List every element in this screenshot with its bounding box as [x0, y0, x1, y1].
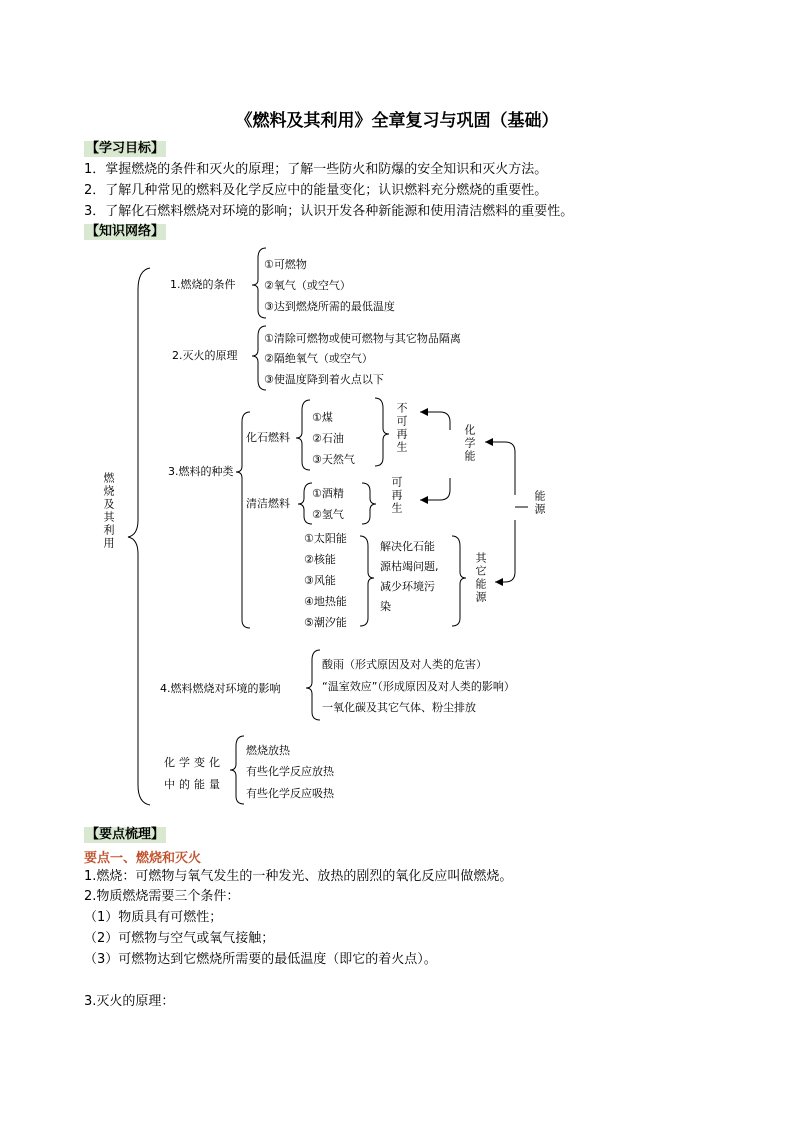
ext-label: 2.灭火的原理 — [172, 349, 238, 362]
goal-2: 2．了解几种常见的燃料及化学反应中的能量变化；认识燃料充分燃烧的重要性。 — [84, 183, 548, 198]
fossil-item: ②石油 — [312, 432, 344, 445]
chg-item: 有些化学反应放热 — [246, 765, 334, 778]
energy-label: 能源 — [533, 490, 546, 516]
chg-label-1: 化学变化 — [164, 756, 224, 769]
cond-label: 1.燃烧的条件 — [170, 278, 236, 291]
new-energy-note: 源枯竭问题, — [380, 560, 439, 573]
renewable-label: 可再生 — [390, 476, 403, 515]
point1-line: 2.物质燃烧需要三个条件： — [84, 889, 240, 904]
new-energy-note: 解决化石能 — [380, 540, 435, 553]
point1-last: 3.灭火的原理： — [84, 994, 175, 1009]
fossil-item: ①煤 — [312, 411, 333, 424]
cond-item: ②氧气（或空气） — [264, 279, 351, 292]
goals-heading: 【学习目标】 — [86, 141, 165, 156]
other-energy-label: 其它能源 — [474, 552, 487, 604]
point1-line: 1.燃烧：可燃物与氧气发生的一种发光、放热的剧烈的氧化反应叫做燃烧。 — [84, 869, 513, 884]
ext-item: ②隔绝氧气（或空气） — [264, 352, 373, 365]
clean-item: ②氢气 — [312, 508, 344, 521]
network-heading: 【知识网络】 — [86, 224, 165, 239]
fuel-label: 3.燃料的种类 — [168, 465, 234, 478]
new-energy-item: ①太阳能 — [304, 532, 347, 545]
chg-label-2: 中的能量 — [164, 778, 224, 791]
clean-label: 清洁燃料 — [246, 497, 290, 510]
new-energy-item: ⑤潮汐能 — [304, 616, 347, 629]
chg-item: 燃烧放热 — [246, 744, 290, 757]
cond-item: ①可燃物 — [264, 258, 307, 271]
new-energy-note: 减少环境污 — [380, 580, 435, 593]
chemical-energy-label: 化学能 — [463, 424, 476, 463]
ext-item: ①清除可燃物或使可燃物与其它物品隔离 — [264, 332, 461, 345]
env-item: 酸雨（形式原因及对人类的危害） — [322, 658, 487, 671]
fossil-item: ③天然气 — [312, 453, 355, 466]
fossil-label: 化石燃料 — [246, 431, 290, 444]
point1-line: （3）可燃物达到它燃烧所需要的最低温度（即它的着火点）。 — [84, 952, 437, 967]
env-item: 一氧化碳及其它气体、粉尘排放 — [322, 701, 476, 714]
new-energy-note: 染 — [380, 600, 391, 613]
new-energy-item: ②核能 — [304, 553, 336, 566]
goal-3: 3．了解化石燃料燃烧对环境的影响；认识开发各种新能源和使用清洁燃料的重要性。 — [84, 204, 574, 219]
env-label: 4.燃料燃烧对环境的影响 — [160, 682, 281, 695]
ext-item: ③使温度降到着火点以下 — [264, 373, 384, 386]
point1-line: （1）物质具有可燃性； — [84, 910, 223, 925]
new-energy-item: ③风能 — [304, 574, 336, 587]
non-renewable-label: 不可再生 — [395, 402, 408, 454]
page-title: 《燃料及其利用》全章复习与巩固（基础） — [235, 111, 559, 131]
goal-1: 1．掌握燃烧的条件和灭火的原理；了解一些防火和防爆的安全知识和灭火方法。 — [84, 162, 548, 177]
point1-title: 要点一、燃烧和灭火 — [84, 851, 202, 866]
clean-item: ①酒精 — [312, 487, 344, 500]
chg-item: 有些化学反应吸热 — [246, 787, 334, 800]
point1-line: （2）可燃物与空气或氧气接触； — [84, 931, 275, 946]
diagram-root-label: 燃烧及其利用 — [102, 472, 115, 550]
cond-item: ③达到燃烧所需的最低温度 — [264, 300, 395, 313]
keypoints-heading: 【要点梳理】 — [86, 827, 165, 842]
env-item: “温室效应”（形成原因及对人类的影响） — [322, 680, 515, 693]
new-energy-item: ④地热能 — [304, 595, 347, 608]
